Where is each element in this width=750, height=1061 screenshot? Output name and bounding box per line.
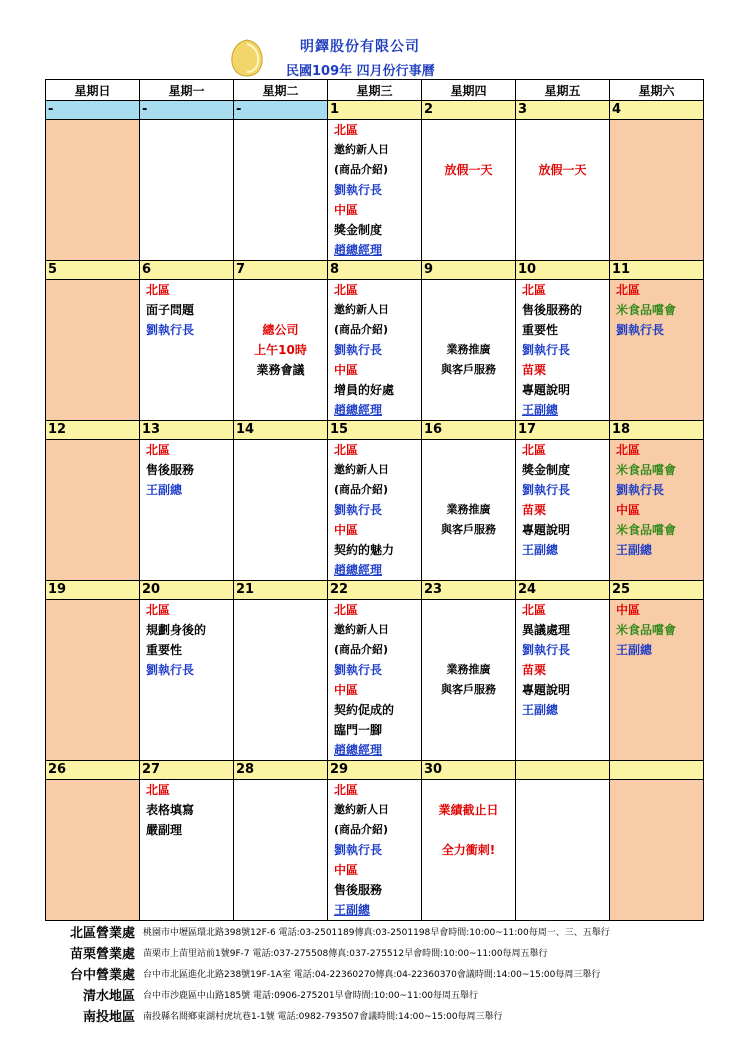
- day-cell: [140, 440, 234, 581]
- day-cell: [422, 120, 516, 261]
- event-line: 苗栗: [522, 503, 547, 517]
- event-line: 劉執行長: [522, 643, 571, 657]
- date-number: 7: [234, 261, 328, 280]
- event-line: 中區: [334, 683, 359, 697]
- event-line: 嚴副理: [146, 823, 183, 837]
- event-line: 契約促成的: [334, 703, 395, 717]
- day-cell: [422, 440, 516, 581]
- event-line: 規劃身後的: [146, 623, 207, 637]
- event-line: [422, 600, 515, 620]
- date-number: 8: [328, 261, 422, 280]
- office-row: [0, 1006, 750, 1026]
- event-line: 業務推廣: [446, 503, 491, 516]
- date-number: -: [234, 101, 328, 120]
- office-name: 苗栗營業處: [69, 947, 135, 962]
- event-line: 北區: [146, 603, 171, 617]
- office-row: [0, 922, 750, 942]
- event-line: 北區: [522, 443, 547, 457]
- event-line: 邀約新人日: [334, 303, 389, 316]
- event-line: 異議處理: [522, 623, 571, 637]
- event-line: 邀約新人日: [334, 623, 389, 636]
- weekday-header-row: [46, 80, 704, 101]
- event-line: 王副總: [146, 483, 183, 497]
- event-line: 劉執行長: [334, 503, 383, 517]
- event-line: 北區: [146, 283, 171, 297]
- day-cell: [610, 440, 704, 581]
- date-number: 30: [422, 761, 516, 780]
- day-cell: [234, 780, 328, 921]
- event-line: 北區: [334, 123, 359, 137]
- event-line: [422, 140, 515, 160]
- event-line: 劉執行長: [146, 663, 195, 677]
- date-number: 15: [328, 421, 422, 440]
- event-line: 苗栗: [522, 363, 547, 377]
- event-line: 米食品嚐會: [616, 523, 677, 537]
- event-row: [46, 440, 704, 581]
- office-name: 台中營業處: [69, 968, 135, 983]
- event-line: 劉執行長: [334, 343, 383, 357]
- office-row: [0, 943, 750, 963]
- event-line: 北區: [334, 283, 359, 297]
- event-line: 總公司: [262, 323, 299, 337]
- day-cell: [234, 440, 328, 581]
- day-cell: [328, 600, 422, 761]
- date-row: [46, 101, 704, 120]
- weekday-fri: 星期五: [516, 80, 610, 101]
- day-cell: [610, 600, 704, 761]
- event-line: [422, 300, 515, 320]
- date-row: [46, 761, 704, 780]
- date-number: 21: [234, 581, 328, 600]
- event-line: 獎金制度: [334, 223, 383, 237]
- event-line: 米食品嚐會: [616, 623, 677, 637]
- day-cell: [516, 120, 610, 261]
- calendar-table: [45, 79, 704, 921]
- event-line: 劉執行長: [616, 483, 665, 497]
- event-line: [422, 120, 515, 140]
- day-cell: [516, 600, 610, 761]
- event-line: 臨門一腳: [334, 723, 383, 737]
- day-cell: [234, 600, 328, 761]
- weekday-sat: 星期六: [610, 80, 704, 101]
- event-row: [46, 280, 704, 421]
- event-line: 售後服務的: [522, 303, 583, 317]
- day-cell: [422, 280, 516, 421]
- day-cell: [234, 120, 328, 261]
- event-line: 趙總經理: [334, 563, 383, 577]
- event-line: [422, 320, 515, 340]
- event-line: 邀約新人日: [334, 143, 389, 156]
- day-cell: [46, 440, 140, 581]
- event-line: 重要性: [146, 643, 183, 657]
- date-number: 9: [422, 261, 516, 280]
- date-row: [46, 421, 704, 440]
- event-line: 中區: [334, 363, 359, 377]
- day-cell: [328, 280, 422, 421]
- office-name: 南投地區: [82, 1010, 135, 1025]
- date-number: 29: [328, 761, 422, 780]
- event-row: [46, 120, 704, 261]
- event-line: (商品介紹): [334, 823, 389, 836]
- event-line: 與客戶服務: [441, 363, 496, 376]
- event-line: 劉執行長: [616, 323, 665, 337]
- event-line: 與客戶服務: [441, 683, 496, 696]
- event-line: 中區: [616, 603, 641, 617]
- company-logo-icon: [229, 38, 265, 78]
- weekday-tue: 星期二: [234, 80, 328, 101]
- date-number: -: [140, 101, 234, 120]
- event-line: 業務推廣: [446, 343, 491, 356]
- event-line: 劉執行長: [146, 323, 195, 337]
- event-line: 王副總: [616, 543, 653, 557]
- event-line: [422, 780, 515, 800]
- event-line: 面子問題: [146, 303, 195, 317]
- event-line: 劉執行長: [522, 343, 571, 357]
- event-line: 中區: [334, 523, 359, 537]
- office-detail: 台中市北區進化北路238號19F-1A室 電話:04-22360270傳真:04-22360370會議時間:14:00~15:00每周三舉行: [143, 970, 601, 980]
- header: [0, 30, 750, 78]
- event-line: 與客戶服務: [441, 523, 496, 536]
- date-number: 25: [610, 581, 704, 600]
- day-cell: [328, 440, 422, 581]
- date-number: 6: [140, 261, 234, 280]
- date-number: 23: [422, 581, 516, 600]
- event-line: 趙總經理: [334, 743, 383, 757]
- day-cell: [140, 280, 234, 421]
- event-line: 專題說明: [522, 523, 571, 537]
- day-cell: [46, 280, 140, 421]
- day-cell: [328, 120, 422, 261]
- day-cell: [610, 280, 704, 421]
- date-number: 5: [46, 261, 140, 280]
- event-line: 北區: [334, 783, 359, 797]
- event-line: 獎金制度: [522, 463, 571, 477]
- event-line: [422, 640, 515, 660]
- date-number: 20: [140, 581, 234, 600]
- day-cell: [140, 780, 234, 921]
- date-number: 27: [140, 761, 234, 780]
- day-cell: [46, 120, 140, 261]
- event-line: 王副總: [522, 703, 559, 717]
- event-row: [46, 780, 704, 921]
- date-number: 24: [516, 581, 610, 600]
- event-line: 放假一天: [538, 163, 587, 177]
- event-line: 劉執行長: [522, 483, 571, 497]
- event-line: 趙總經理: [334, 403, 383, 417]
- date-number: 11: [610, 261, 704, 280]
- event-line: 中區: [616, 503, 641, 517]
- event-line: 北區: [334, 603, 359, 617]
- date-number: 18: [610, 421, 704, 440]
- event-line: 放假一天: [444, 163, 493, 177]
- event-line: 契約的魅力: [334, 543, 395, 557]
- day-cell: [422, 600, 516, 761]
- day-cell: [610, 780, 704, 921]
- event-line: 米食品嚐會: [616, 463, 677, 477]
- event-line: (商品介紹): [334, 483, 389, 496]
- date-number: 4: [610, 101, 704, 120]
- date-number: 2: [422, 101, 516, 120]
- office-detail: 苗栗市上苗里站前1號9F-7 電話:037-275508傳真:037-275512早會時間:10:00~11:00每周五舉行: [143, 949, 548, 959]
- event-line: [234, 300, 327, 320]
- date-number: 1: [328, 101, 422, 120]
- event-line: 邀約新人日: [334, 803, 389, 816]
- date-row: [46, 261, 704, 280]
- event-line: 重要性: [522, 323, 559, 337]
- day-cell: [610, 120, 704, 261]
- event-line: 業務推廣: [446, 663, 491, 676]
- event-line: 趙總經理: [334, 243, 383, 257]
- date-number: 19: [46, 581, 140, 600]
- office-name: 北區營業處: [69, 926, 135, 941]
- day-cell: [328, 780, 422, 921]
- date-number: [610, 761, 704, 780]
- date-row: [46, 581, 704, 600]
- office-row: [0, 985, 750, 1005]
- event-line: 全力衝刺!: [441, 843, 496, 857]
- event-line: 劉執行長: [334, 663, 383, 677]
- date-number: 13: [140, 421, 234, 440]
- weekday-sun: 星期日: [46, 80, 140, 101]
- date-number: 14: [234, 421, 328, 440]
- event-line: 北區: [146, 443, 171, 457]
- event-line: 苗栗: [522, 663, 547, 677]
- event-line: 劉執行長: [334, 843, 383, 857]
- event-line: [422, 620, 515, 640]
- event-line: 北區: [522, 283, 547, 297]
- event-line: 王副總: [522, 543, 559, 557]
- day-cell: [46, 600, 140, 761]
- event-line: 售後服務: [146, 463, 195, 477]
- company-name: 明鐸股份有限公司: [300, 39, 420, 55]
- calendar-subtitle: 民國109年 四月份行事曆: [286, 64, 435, 79]
- day-cell: [46, 780, 140, 921]
- event-line: 王副總: [334, 903, 371, 917]
- event-line: 北區: [146, 783, 171, 797]
- day-cell: [140, 120, 234, 261]
- event-row: [46, 600, 704, 761]
- event-line: 售後服務: [334, 883, 383, 897]
- office-detail: 南投縣名間鄉東湖村虎坑巷1-1號 電話:0982-793507會議時間:14:00~15:00每周三舉行: [143, 1012, 503, 1022]
- event-line: 王副總: [522, 403, 559, 417]
- event-line: [516, 140, 609, 160]
- day-cell: [140, 600, 234, 761]
- event-line: [422, 440, 515, 460]
- event-line: 上午10時: [254, 343, 307, 357]
- day-cell: [422, 780, 516, 921]
- event-line: 表格填寫: [146, 803, 195, 817]
- event-line: [422, 820, 515, 840]
- weekday-thu: 星期四: [422, 80, 516, 101]
- event-line: 北區: [522, 603, 547, 617]
- event-line: 中區: [334, 203, 359, 217]
- event-line: [422, 280, 515, 300]
- date-number: 17: [516, 421, 610, 440]
- event-line: [422, 480, 515, 500]
- event-line: [422, 460, 515, 480]
- event-line: 業績截止日: [438, 803, 499, 817]
- event-line: 王副總: [616, 643, 653, 657]
- date-number: [516, 761, 610, 780]
- event-line: 專題說明: [522, 383, 571, 397]
- day-cell: [234, 280, 328, 421]
- event-line: 增員的好處: [334, 383, 395, 397]
- event-line: 業務會議: [256, 363, 305, 377]
- weekday-wed: 星期三: [328, 80, 422, 101]
- date-number: 10: [516, 261, 610, 280]
- event-line: 北區: [616, 443, 641, 457]
- day-cell: [516, 440, 610, 581]
- office-detail: 台中市沙鹿區中山路185號 電話:0906-275201早會時間:10:00~11:00每周五舉行: [143, 991, 479, 1001]
- date-number: 22: [328, 581, 422, 600]
- event-line: [516, 120, 609, 140]
- date-number: 16: [422, 421, 516, 440]
- event-line: (商品介紹): [334, 643, 389, 656]
- day-cell: [516, 280, 610, 421]
- office-name: 清水地區: [82, 989, 135, 1004]
- date-number: -: [46, 101, 140, 120]
- day-cell: [516, 780, 610, 921]
- event-line: 北區: [334, 443, 359, 457]
- date-number: 3: [516, 101, 610, 120]
- event-line: 專題說明: [522, 683, 571, 697]
- event-line: [234, 280, 327, 300]
- event-line: 劉執行長: [334, 183, 383, 197]
- office-row: [0, 964, 750, 984]
- weekday-mon: 星期一: [140, 80, 234, 101]
- date-number: 12: [46, 421, 140, 440]
- event-line: 北區: [616, 283, 641, 297]
- event-line: 米食品嚐會: [616, 303, 677, 317]
- date-number: 26: [46, 761, 140, 780]
- event-line: (商品介紹): [334, 323, 389, 336]
- event-line: 中區: [334, 863, 359, 877]
- date-number: 28: [234, 761, 328, 780]
- event-line: (商品介紹): [334, 163, 389, 176]
- event-line: 邀約新人日: [334, 463, 389, 476]
- office-detail: 桃園市中壢區環北路398號12F-6 電話:03-2501189傳真:03-2501198早會時間:10:00~11:00每周一、三、五舉行: [143, 928, 610, 938]
